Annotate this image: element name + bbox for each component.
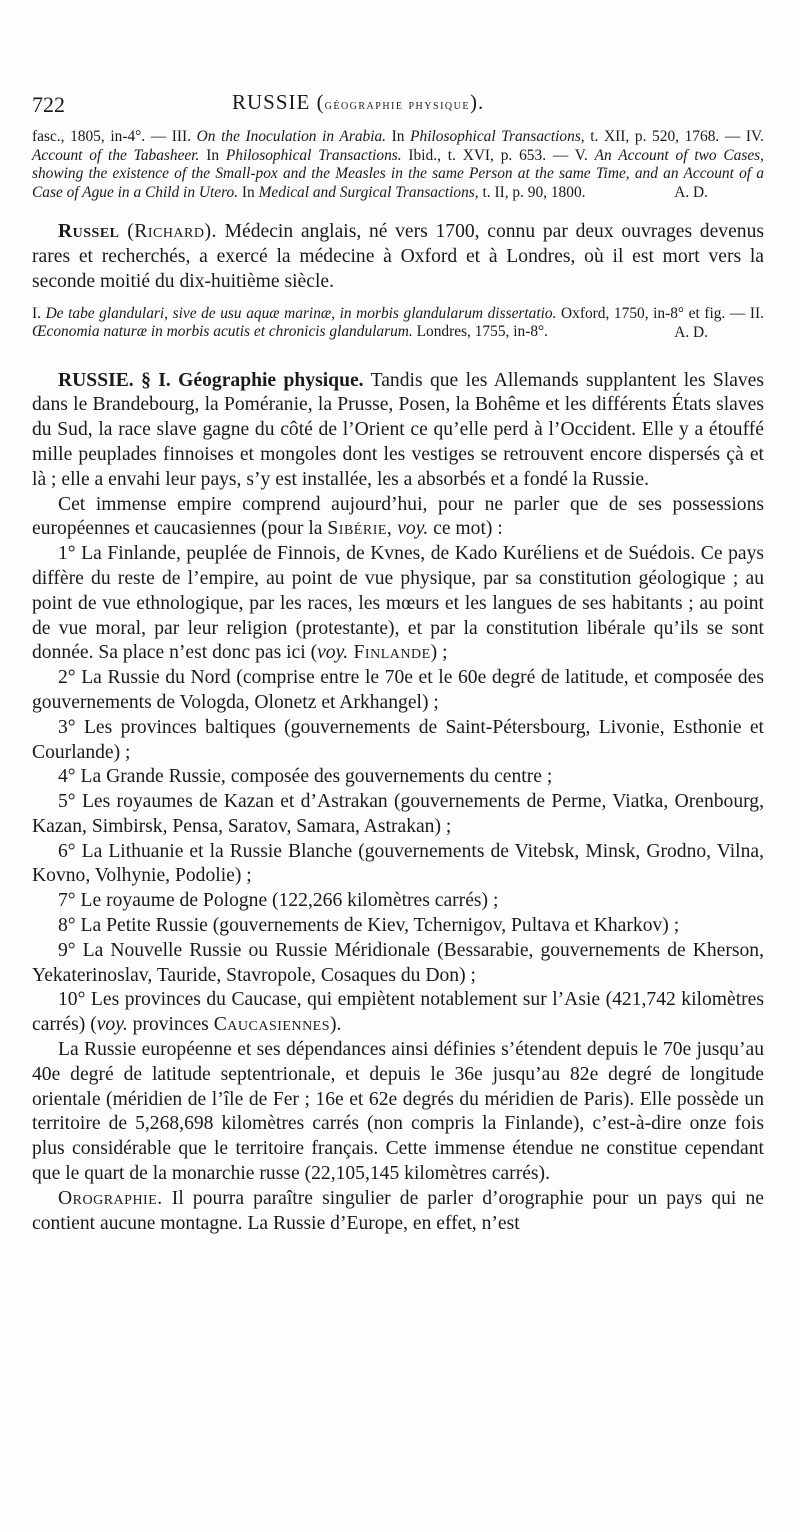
bib-text: In: [199, 146, 226, 164]
bib-text: Ibid., t. XVI, p. 653. — V.: [401, 146, 595, 164]
list-item: 8° La Petite Russie (gouvernements de Kiev, Tchernigov, Pultava et Kharkov) ;: [58, 915, 680, 937]
list-item: 6° La Lithuanie et la Russie Blanche (gouvernements de Vitebsk, Minsk, Grodno, Vilna, Kovno, Volhynie, Podolie) ;: [32, 840, 764, 887]
running-head-main: RUSSIE (: [232, 90, 325, 114]
running-head-end: ).: [469, 90, 485, 114]
item-text: ).: [330, 1014, 342, 1036]
entry-headword: RUSSIE.: [58, 369, 134, 391]
para-text: ce mot) :: [428, 518, 503, 540]
entry-russie-intro: [32, 369, 764, 493]
running-head: [232, 90, 484, 115]
para-text: Cet immense empire comprend aujourd’hui, pour ne parler que de ses possessions européennes et caucasiennes (pour la: [32, 493, 764, 540]
entry-text: Tandis que les Allemands supplantent les Slaves dans le Brandebourg, la Poméranie, la Prusse, Posen, la Bohême et les différents États slaves du Sud, la race slave gagne du côté de l’Orient ce qu’elle perd à l’Occident. Elle y a étouffé mille peuplades finnoises et mongoles dont les vestiges se retrouvent encore dispersés çà et là ; elle a envahi leur pays, s’y est installée, les a absorbés et a fondé la Russie.: [32, 369, 765, 490]
cross-ref: Caucasiennes: [213, 1014, 331, 1036]
bib-text: I.: [32, 304, 46, 322]
item-text: 1° La Finlande, peuplée de Finnois, de Kvnes, de Kado Kuréliens et de Suédois. Ce pays diffère du reste de l’empire, au point de vue physique, par sa constitution géologique ; au point de vue ethnologique, par les races, les mœurs et les langues de ses habitants ; au point de vue moral, par leur religion (protestante), et par la constitution libérale qu’ils se sont donnée. Sa place n’est donc pas ici (: [32, 543, 764, 664]
list-item: [32, 988, 764, 1038]
bib-journal: Medical and Surgical Transactions,: [258, 183, 479, 201]
paragraph-empire: [32, 493, 764, 543]
page-header: [32, 88, 764, 128]
list-item: [32, 542, 764, 666]
voy-label: voy.: [96, 1014, 128, 1036]
running-head-subtitle: géographie physique: [324, 98, 470, 113]
subsection-heading: Orographie.: [58, 1187, 163, 1209]
entry-text: Médecin anglais, né vers 1700, connu par deux ouvrages devenus rares et recherchés, a exercé la médecine à Oxford et à Londres, où il est mort vers la seconde moitié du dix-huitième siècle.: [32, 221, 764, 292]
bib-text: In: [386, 128, 411, 145]
page: [32, 88, 764, 1236]
item-text: provinces: [127, 1014, 214, 1036]
voy-label: voy.: [392, 518, 429, 540]
item-text: ) ;: [430, 642, 448, 664]
bib-title: Account of the Tabasheer.: [32, 146, 200, 164]
list-item: 7° Le royaume de Pologne (122,266 kilomètres carrés) ;: [58, 890, 499, 912]
item-text: 10° Les provinces du Caucase, qui empiètent notablement sur l’Asie (421,742 kilomètres carrés) (: [32, 989, 764, 1036]
list-item: 3° Les provinces baltiques (gouvernements de Saint-Pétersbourg, Livonie, Esthonie et Courlande) ;: [32, 716, 764, 763]
author-signature: A. D.: [674, 323, 708, 341]
cross-ref: Finlande: [348, 642, 431, 664]
bib-text: Oxford, 1750, in-8° et fig. — II.: [556, 304, 764, 322]
bib-text: fasc., 1805, in-4°. — III.: [32, 128, 197, 145]
bib-title: De tabe glandulari, sive de usu aquæ marinæ, in morbis glandularum dissertatio.: [45, 304, 557, 322]
list-item: 4° La Grande Russie, composée des gouvernements du centre ;: [58, 766, 553, 788]
list-item: 9° La Nouvelle Russie ou Russie Méridionale (Bessarabie, gouvernements de Kherson, Yekaterinoslav, Tauride, Stavropole, Cosaques du Don) ;: [32, 939, 764, 986]
entry-firstname: (Richard).: [127, 221, 217, 243]
bib-text: t. II, p. 90, 1800.: [478, 183, 586, 201]
bib-text: In: [238, 183, 259, 201]
page-number: 722: [32, 92, 65, 117]
section-heading: § I. Géographie physique.: [141, 369, 364, 391]
entry-russel: [32, 220, 764, 294]
bib-text: t. XII, p. 520, 1768. — IV.: [584, 128, 764, 145]
cross-ref: Sibérie,: [327, 518, 393, 540]
list-item: 5° Les royaumes de Kazan et d’Astrakan (gouvernements de Perme, Viatka, Orenbourg, Kazan, Simbirsk, Pensa, Saratov, Samara, Astrakan) ;: [32, 791, 764, 837]
paragraph-orographie: [32, 1187, 764, 1237]
paragraph-extent: La Russie européenne et ses dépendances ainsi définies s’étendent depuis le 70e jusqu’au 40e degré de latitude septentrionale, et depuis le 36e jusqu’au 82e degré de longitude orientale (méridien de l’île de Fer ; 16e et 62e degrés du méridien de Paris). Elle possède un territoire de 5,268,698 kilomètres carrés (non compris la Finlande), c’est-à-dire onze fois plus considérable que le territoire français. Cette immense étendue ne constitue cependant que le quart de la monarchie russe (22,105,145 kilomètres carrés).: [32, 1039, 764, 1185]
bib-text: Londres, 1755, in-8°.: [412, 323, 549, 341]
bib-title: An Account of two Cases, showing the existence of the Small-pox and the Measles in the same Person at the same Time, and an Account of a Case of Ague in a Child in Utero.: [32, 146, 765, 201]
bib-journal: Philosophical Transactions,: [410, 128, 585, 145]
bib-title: Œconomia naturæ in morbis acutis et chronicis glandularum.: [32, 323, 413, 341]
bib-journal: Philosophical Transactions.: [225, 146, 402, 164]
voy-label: voy.: [317, 642, 349, 664]
list-item: 2° La Russie du Nord (comprise entre le 70e et le 60e degré de latitude, et composée des gouvernements de Vologda, Olonetz et Arkhangel) ;: [32, 667, 764, 713]
entry-headword: Russel: [58, 221, 120, 243]
regions-list: [32, 542, 764, 1038]
author-signature: A. D.: [674, 183, 708, 201]
bib-title: On the Inoculation in Arabia.: [196, 128, 387, 145]
para-text: Il pourra paraître singulier de parler d’orographie pour un pays qui ne contient aucune montagne. La Russie d’Europe, en effet, n’est: [32, 1187, 764, 1234]
previous-entry-bibliography: [32, 128, 764, 202]
